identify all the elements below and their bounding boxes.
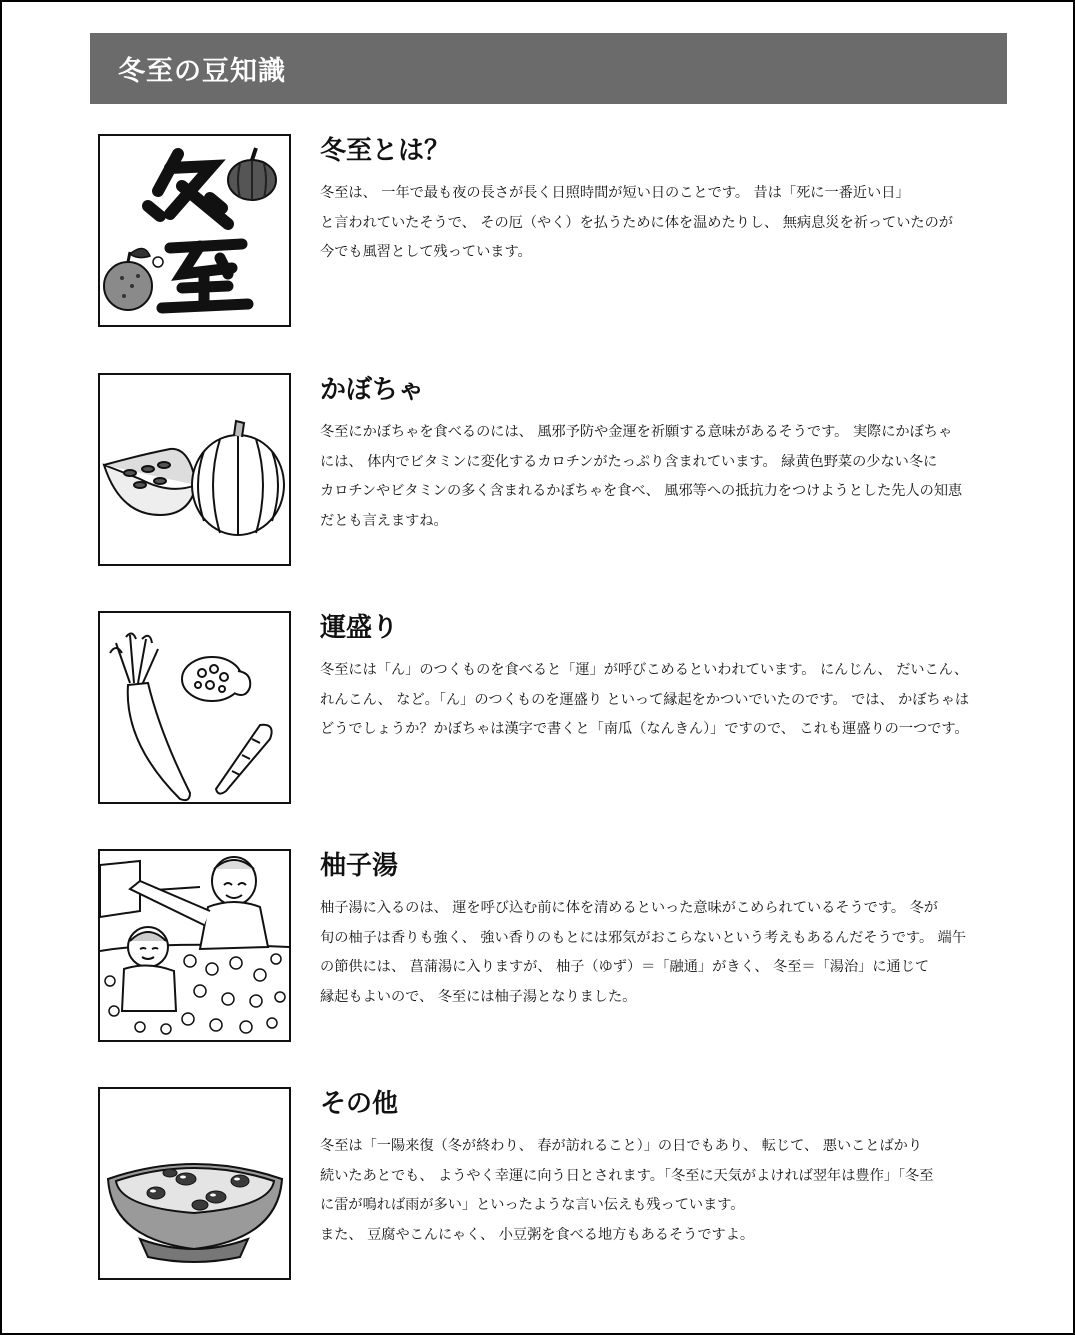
body-line: と言われていたそうで、 その厄（やく）を払うために体を温めたりし、 無病息災を祈っていたのが <box>320 214 953 231</box>
section-title: その他 <box>320 1089 399 1119</box>
body-line: れんこん、 など。「ん」のつくものを運盛り といって縁起をかついでいたのです。 では、 かぼちゃは <box>320 691 970 708</box>
section-title: 柚子湯 <box>320 851 399 881</box>
body-line: また、 豆腐やこんにゃく、 小豆粥を食べる地方もあるそうですよ。 <box>320 1226 755 1243</box>
toji-calligraphy-icon <box>100 136 289 325</box>
yuzu-bath-illustration <box>98 849 291 1042</box>
section-body <box>320 179 1010 268</box>
body-line: 柚子湯に入るのは、 運を呼び込む前に体を清めるといった意味がこめられているそうです。 冬が <box>320 900 938 916</box>
azuki-porridge-icon <box>100 1089 289 1278</box>
body-line: 冬至には「ん」のつくものを食べると「運」が呼びこめるといわれています。 にんじん、 だいこん、 <box>320 662 969 678</box>
vegetables-icon <box>100 613 289 802</box>
section-title: 運盛り <box>320 613 399 643</box>
body-line: 冬至は、 一年で最も夜の長さが長く日照時間が短い日のことです。 昔は「死に一番近い日」 <box>320 185 910 201</box>
toji-calligraphy-illustration <box>98 134 291 327</box>
section-body <box>320 656 1010 745</box>
pumpkin-illustration <box>98 373 291 566</box>
section-body <box>320 1132 1010 1250</box>
body-line: 続いたあとでも、 ようやく幸運に向う日とされます。「冬至に天気がよければ翌年は豊作」「冬至 <box>320 1167 934 1184</box>
azuki-porridge-illustration <box>98 1087 291 1280</box>
yuzu-bath-icon <box>100 851 289 1040</box>
body-line: どうでしょうか？かぼちゃは漢字で書くと「南瓜（なんきん）」ですので、 これも運盛りの一つです。 <box>320 721 969 737</box>
section-title: 冬至とは？ <box>320 136 451 166</box>
pumpkin-icon <box>100 375 289 564</box>
body-line: に雷が鳴れば雨が多い」といったような言い伝えも残っています。 <box>320 1197 745 1213</box>
page-title: 冬至の豆知識 <box>118 56 286 87</box>
section-body <box>320 418 1010 536</box>
body-line: だとも言えますね。 <box>320 512 448 529</box>
body-line: 冬至は「一陽来復（冬が終わり、 春が訪れること）」の日でもあり、 転じて、 悪いことばかり <box>320 1138 923 1154</box>
body-line: 旬の柚子は香りも強く、 強い香りのもとには邪気がおこらないという考えもあるんだそうです。 端午 <box>320 929 967 946</box>
body-line: 冬至にかぼちゃを食べるのには、 風邪予防や金運を祈願する意味があるそうです。 実際にかぼちゃ <box>320 424 953 440</box>
section-body <box>320 894 1010 1012</box>
body-line: には、 体内でビタミンに変化するカロチンがたっぷり含まれています。 緑黄色野菜の少ない冬に <box>320 453 938 470</box>
header-bar <box>90 33 1007 104</box>
section-title: かぼちゃ <box>320 375 425 405</box>
body-line: 縁起もよいので、 冬至には柚子湯となりました。 <box>320 988 637 1005</box>
body-line: 今でも風習として残っています。 <box>320 244 532 260</box>
vegetables-illustration <box>98 611 291 804</box>
body-line: カロチンやビタミンの多く含まれるかぼちゃを食べ、 風邪等への抵抗力をつけようとした先人の知恵 <box>320 483 963 499</box>
body-line: の節供には、 菖蒲湯に入りますが、 柚子（ゆず）＝「融通」がきく、 冬至＝「湯治」に通じて <box>320 959 930 975</box>
